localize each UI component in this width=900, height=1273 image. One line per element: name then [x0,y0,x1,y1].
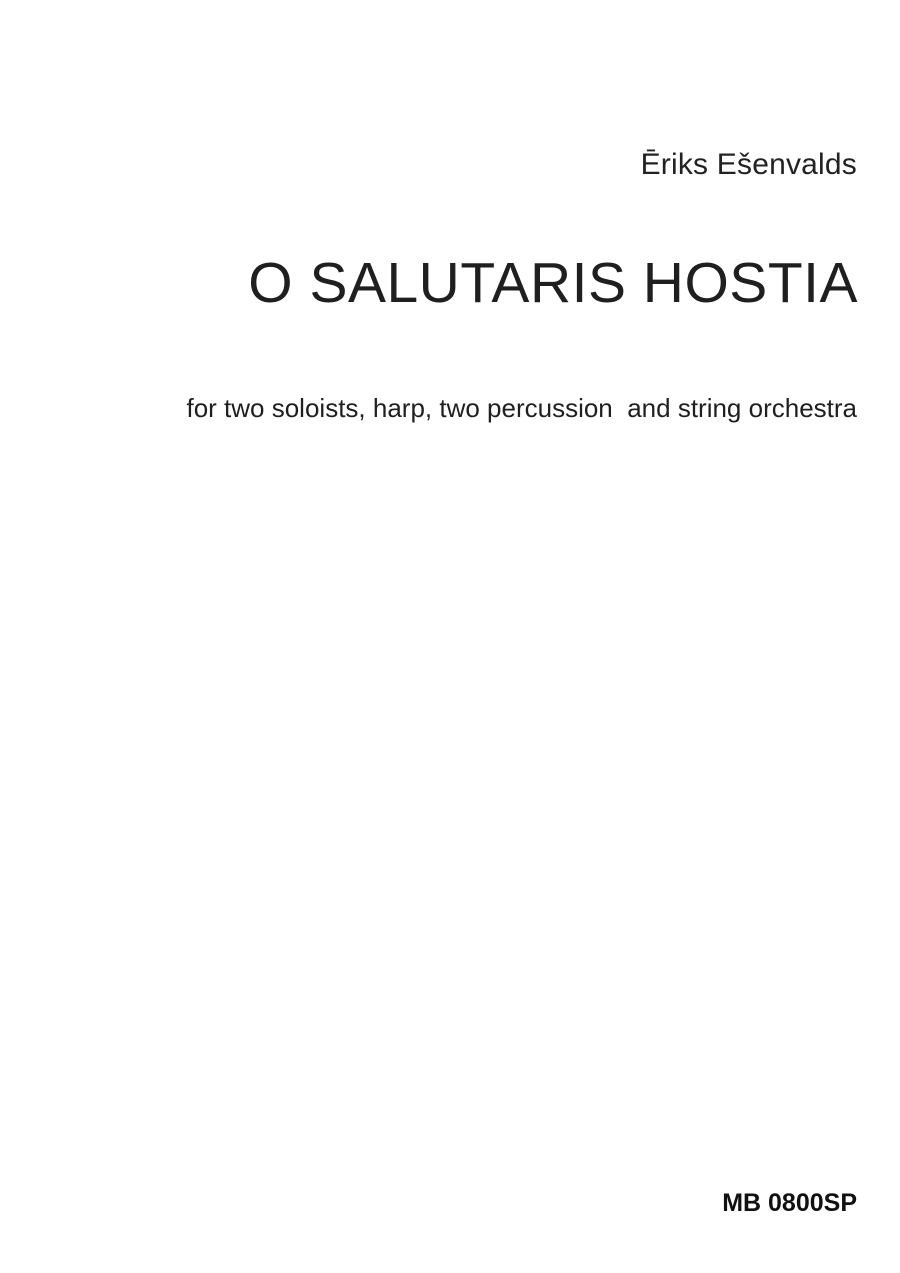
composer-name: Ēriks Ešenvalds [640,148,857,181]
work-title: O SALUTARIS HOSTIA [248,251,858,315]
catalog-number: MB 0800SP [722,1189,857,1217]
instrumentation-line: for two soloists, harp, two percussion and string orchestra [186,393,857,423]
